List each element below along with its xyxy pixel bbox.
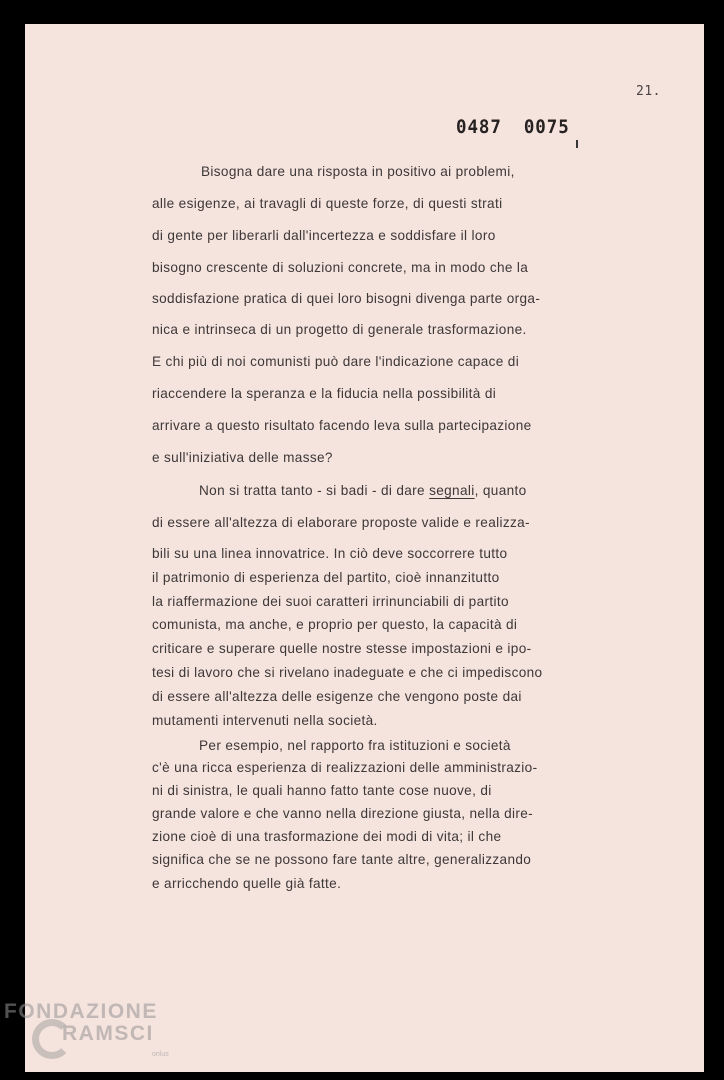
- text-line: grande valore e che vanno nella direzione giusta, nella dire-: [152, 806, 534, 821]
- text-line: la riaffermazione dei suoi caratteri irrinunciabili di partito: [152, 594, 509, 609]
- text-line: c'è una ricca esperienza di realizzazioni delle amministrazio-: [152, 760, 538, 775]
- text-line: il patrimonio di esperienza del partito, cioè innanzitutto: [152, 570, 500, 585]
- text-segment: Non si tratta tanto - si badi - di dare: [199, 483, 430, 498]
- text-line: tesi di lavoro che si rivelano inadeguate e che ci impediscono: [152, 665, 543, 680]
- archive-code-2: 0075: [523, 116, 570, 138]
- text-line: Per esempio, nel rapporto fra istituzioni e società: [199, 738, 511, 753]
- watermark-line-1: FONDAZIONE: [4, 1000, 158, 1023]
- archive-stamp: [456, 116, 570, 138]
- fondazione-gramsci-watermark: [4, 1000, 169, 1058]
- text-line: [199, 483, 527, 498]
- watermark-line-2: RAMSCI: [62, 1022, 154, 1045]
- underlined-word: segnali: [429, 483, 475, 498]
- text-line: comunista, ma anche, e proprio per questo, la capacità di: [152, 617, 518, 632]
- watermark-small: onlus: [152, 1051, 169, 1058]
- text-line: di essere all'altezza di elaborare proposte valide e realizza-: [152, 515, 530, 530]
- text-line: e arricchendo quelle già fatte.: [152, 876, 342, 891]
- text-segment: , quanto: [474, 483, 527, 498]
- text-line: riaccendere la speranza e la fiducia nella possibilità di: [152, 386, 497, 401]
- text-line: Bisogna dare una risposta in positivo ai problemi,: [201, 164, 515, 179]
- text-line: criticare e superare quelle nostre stesse impostazioni e ipo-: [152, 641, 532, 656]
- text-line: ni di sinistra, le quali hanno fatto tante cose nuove, di: [152, 783, 492, 798]
- text-line: e sull'iniziativa delle masse?: [152, 450, 333, 465]
- text-line: nica e intrinseca di un progetto di generale trasformazione.: [152, 322, 527, 337]
- text-line: bisogno crescente di soluzioni concrete, ma in modo che la: [152, 260, 529, 275]
- text-line: significa che se ne possono fare tante altre, generalizzando: [152, 852, 532, 867]
- archive-code-1: 0487: [456, 116, 502, 138]
- text-line: di essere all'altezza delle esigenze che vengono poste dai: [152, 689, 522, 704]
- text-line: zione cioè di una trasformazione dei modi di vita; il che: [152, 829, 502, 844]
- text-line: alle esigenze, ai travagli di queste forze, di questi strati: [152, 196, 503, 211]
- text-line: bili su una linea innovatrice. In ciò deve soccorrere tutto: [152, 546, 508, 561]
- page-number: 21.: [636, 84, 661, 99]
- text-line: arrivare a questo risultato facendo leva sulla partecipazione: [152, 418, 532, 433]
- text-line: di gente per liberarli dall'incertezza e soddisfare il loro: [152, 228, 496, 243]
- stamp-mark: [576, 140, 578, 148]
- text-line: mutamenti intervenuti nella società.: [152, 713, 378, 728]
- text-line: E chi più di noi comunisti può dare l'indicazione capace di: [152, 354, 520, 369]
- text-line: soddisfazione pratica di quei loro bisogni divenga parte orga-: [152, 291, 541, 306]
